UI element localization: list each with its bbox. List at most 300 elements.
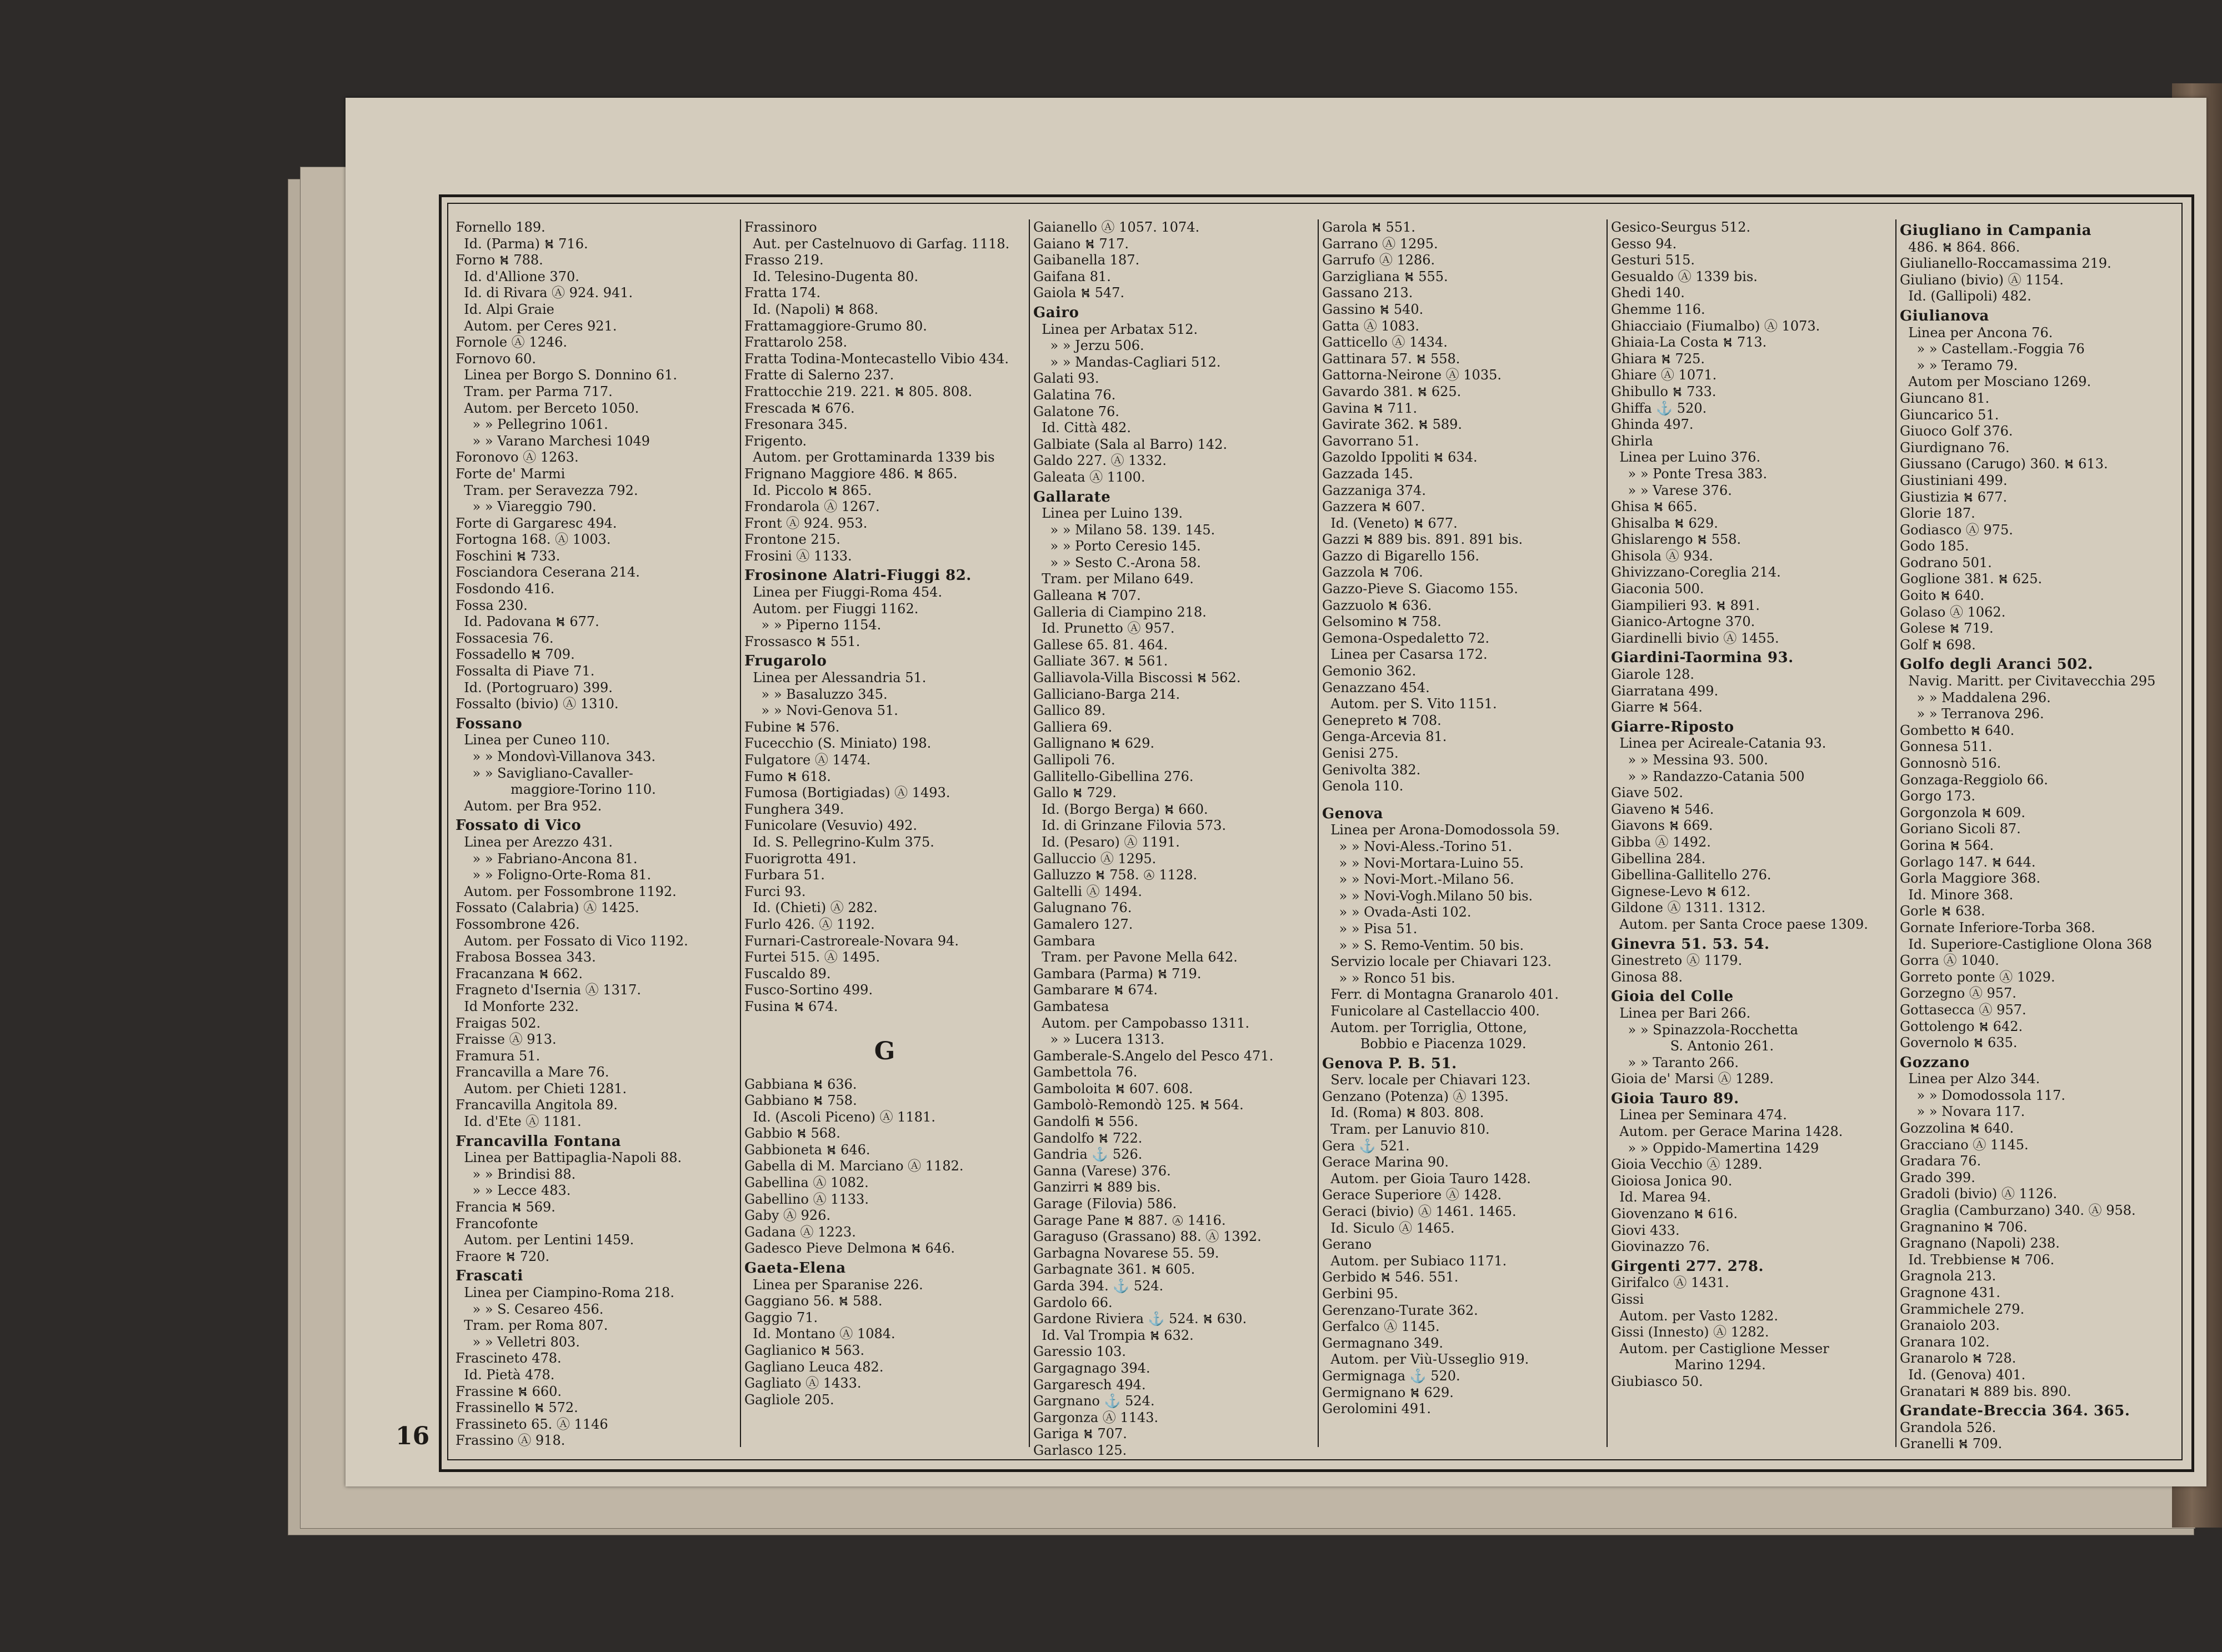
index-entry: Garlasco 125. <box>1033 1442 1127 1458</box>
index-entry: Gibellina-Gallitello 276. <box>1611 867 1771 883</box>
index-entry: Aut. per Castelnuovo di Garfag. 1118. <box>744 236 1010 252</box>
index-entry: Genisi 275. <box>1322 745 1399 761</box>
index-heading: Fossato di Vico <box>456 817 582 834</box>
index-entry: Linea per Ciampino-Roma 218. <box>456 1285 674 1300</box>
index-entry: Fragneto d'Isernia Ⓐ 1317. <box>456 982 642 998</box>
index-entry: Id. (Chieti) Ⓐ 282. <box>744 900 878 916</box>
index-heading: Grandate-Breccia 364. 365. <box>1900 1403 2130 1420</box>
index-entry: Autom. per Fossato di Vico 1192. <box>456 933 688 949</box>
index-entry: Giuncarico 51. <box>1900 407 1999 423</box>
index-entry: Id. Città 482. <box>1033 420 1132 436</box>
index-entry: Id. (Veneto) ⛕ 677. <box>1322 515 1458 531</box>
index-entry: Fucecchio (S. Miniato) 198. <box>744 735 932 752</box>
index-entry: » » Novi-Aless.-Torino 51. <box>1322 838 1513 854</box>
index-entry: Garbagna Novarese 55. 59. <box>1033 1245 1219 1261</box>
index-entry: Autom. per Bra 952. <box>456 798 602 814</box>
index-entry: Frosini Ⓐ 1133. <box>744 548 852 564</box>
index-entry: » » Sesto C.-Arona 58. <box>1033 554 1201 570</box>
index-entry: Gerano <box>1322 1237 1372 1253</box>
index-entry: Galleana ⛕ 707. <box>1033 588 1141 604</box>
index-entry: Foschini ⛕ 733. <box>456 548 560 564</box>
index-entry: Galugnano 76. <box>1033 900 1132 916</box>
index-entry: Genazzano 454. <box>1322 679 1430 695</box>
column-rule <box>740 219 741 1447</box>
index-entry: Gambara (Parma) ⛕ 719. <box>1033 965 1202 982</box>
index-entry: Gragnanino ⛕ 706. <box>1900 1219 2028 1235</box>
index-entry: Gozzolina ⛕ 640. <box>1900 1120 2014 1137</box>
index-entry: » » Jerzu 506. <box>1033 338 1144 354</box>
index-entry: Ghisalba ⛕ 629. <box>1611 515 1718 531</box>
index-entry: Galatina 76. <box>1033 387 1116 403</box>
index-heading: Golfo degli Aranci 502. <box>1900 656 2093 673</box>
index-entry: Fraisse Ⓐ 913. <box>456 1032 557 1048</box>
index-entry: » » Teramo 79. <box>1900 357 2018 373</box>
index-heading: Giugliano in Campania <box>1900 222 2092 239</box>
index-entry: Gaibanella 187. <box>1033 252 1140 268</box>
column-rule <box>1029 219 1030 1447</box>
index-entry: Gallo ⛕ 729. <box>1033 785 1117 801</box>
index-entry: Bobbio e Piacenza 1029. <box>1322 1036 1527 1052</box>
index-entry: Garola ⛕ 551. <box>1322 219 1415 235</box>
index-entry: Gonnesa 511. <box>1900 739 1993 755</box>
index-entry: Id. Pietà 478. <box>456 1366 555 1383</box>
index-entry: Gemonio 362. <box>1322 663 1417 679</box>
index-entry: Frontone 215. <box>744 532 840 548</box>
index-entry: Autom. per Castiglione Messer <box>1611 1340 1829 1356</box>
index-entry: Fusco-Sortino 499. <box>744 982 873 998</box>
index-entry: » » Domodossola 117. <box>1900 1087 2065 1103</box>
index-entry: Id. Trebbiense ⛕ 706. <box>1900 1251 2055 1268</box>
index-entry: Giaveno ⛕ 546. <box>1611 801 1714 817</box>
index-heading: Gioia del Colle <box>1611 988 1734 1005</box>
index-entry: Gerolomini 491. <box>1322 1401 1432 1417</box>
index-entry: » » Mandas-Cagliari 512. <box>1033 354 1221 370</box>
index-entry: Autom per Mosciano 1269. <box>1900 374 2091 390</box>
index-entry: Linea per Cuneo 110. <box>456 732 610 748</box>
index-heading: Girgenti 277. 278. <box>1611 1258 1764 1275</box>
index-entry <box>1322 795 1603 803</box>
index-entry: Fosdondo 416. <box>456 581 555 597</box>
index-entry: » » Novi-Mortara-Luino 55. <box>1322 855 1524 871</box>
index-entry: Linea per Ancona 76. <box>1900 324 2053 341</box>
index-heading: Gaeta-Elena <box>744 1260 846 1277</box>
index-entry: Frignano Maggiore 486. ⛕ 865. <box>744 465 958 482</box>
index-entry: Garda 394. ⚓ 524. <box>1033 1278 1164 1294</box>
index-entry: Galluccio Ⓐ 1295. <box>1033 850 1157 867</box>
index-entry: Id. (Ascoli Piceno) Ⓐ 1181. <box>744 1109 935 1125</box>
index-entry: » » Lecce 483. <box>456 1183 571 1199</box>
index-entry: Funicolare (Vesuvio) 492. <box>744 818 918 834</box>
index-entry: Tram. per Seravezza 792. <box>456 482 638 498</box>
index-entry: Galleria di Ciampino 218. <box>1033 604 1207 620</box>
index-entry: Fusina ⛕ 674. <box>744 998 838 1014</box>
index-entry: Gardone Riviera ⚓ 524. ⛕ 630. <box>1033 1311 1247 1327</box>
index-entry: Garzigliana ⛕ 555. <box>1322 268 1448 284</box>
index-entry: 486. ⛕ 864. 866. <box>1900 239 2020 255</box>
index-entry: Gerbido ⛕ 546. 551. <box>1322 1269 1459 1285</box>
index-entry: » » Mondovì-Villanova 343. <box>456 749 656 764</box>
index-entry: Gargagnago 394. <box>1033 1360 1150 1376</box>
index-entry: Gazzuolo ⛕ 636. <box>1322 597 1432 613</box>
index-entry: Gombetto ⛕ 640. <box>1900 722 2015 738</box>
index-entry: Granaiolo 203. <box>1900 1318 2000 1334</box>
index-entry: Gazzo di Bigarello 156. <box>1322 548 1480 564</box>
index-entry: Fossombrone 426. <box>456 916 580 932</box>
index-entry: Id Monforte 232. <box>456 998 579 1014</box>
index-entry: Garbagnate 361. ⛕ 605. <box>1033 1261 1195 1278</box>
index-entry: Gavorrano 51. <box>1322 433 1419 449</box>
index-entry: Giuncano 81. <box>1900 390 1990 406</box>
index-entry: Furtei 515. Ⓐ 1495. <box>744 949 880 965</box>
index-entry: Ghislarengo ⛕ 558. <box>1611 532 1741 548</box>
index-entry: Gallipoli 76. <box>1033 752 1115 768</box>
index-entry: Gatta Ⓐ 1083. <box>1322 318 1420 334</box>
index-entry: Gazoldo Ippoliti ⛕ 634. <box>1322 449 1478 465</box>
index-entry: Id. (Gallipoli) 482. <box>1900 288 2031 304</box>
index-entry: Frabosa Bossea 343. <box>456 949 596 965</box>
index-entry: » » Brindisi 88. <box>456 1166 576 1182</box>
index-entry: Fossadello ⛕ 709. <box>456 647 575 663</box>
column-rule <box>1318 219 1319 1447</box>
index-entry: Gorreto ponte Ⓐ 1029. <box>1900 969 2055 985</box>
index-entry: » » Ovada-Asti 102. <box>1322 904 1472 920</box>
index-entry: Serv. locale per Chiavari 123. <box>1322 1072 1531 1088</box>
index-entry: » » Foligno-Orte-Roma 81. <box>456 867 652 883</box>
index-entry: » » Novi-Vogh.Milano 50 bis. <box>1322 888 1533 904</box>
index-entry: Fossalta di Piave 71. <box>456 663 595 679</box>
index-entry: Granara 102. <box>1900 1334 1990 1350</box>
index-entry: » » Varese 376. <box>1611 482 1732 498</box>
index-entry: Gornate Inferiore-Torba 368. <box>1900 919 2095 935</box>
index-entry: » » Randazzo-Catania 500 <box>1611 768 1805 784</box>
index-entry: Germignaga ⚓ 520. <box>1322 1368 1460 1384</box>
index-entry: Gardolo 66. <box>1033 1294 1113 1310</box>
index-entry: Fraigas 502. <box>456 1015 541 1031</box>
index-entry: Ghiffa ⚓ 520. <box>1611 400 1707 416</box>
index-heading: Gallarate <box>1033 488 1111 505</box>
index-entry: » » Novi-Genova 51. <box>744 703 898 719</box>
index-entry: » » S. Cesareo 456. <box>456 1301 604 1317</box>
index-entry: Id. di Rivara Ⓐ 924. 941. <box>456 285 633 301</box>
index-entry: » » Ponte Tresa 383. <box>1611 465 1768 482</box>
index-entry: Gambettola 76. <box>1033 1064 1138 1080</box>
index-heading: Ginevra 51. 53. 54. <box>1611 935 1770 953</box>
page-number: 16 <box>396 1422 430 1450</box>
index-entry: Ghivizzano-Coreglia 214. <box>1611 564 1781 580</box>
index-entry: Giovenzano ⛕ 616. <box>1611 1206 1738 1222</box>
section-letter: G <box>874 1037 895 1065</box>
index-entry: Gavina ⛕ 711. <box>1322 400 1418 416</box>
index-entry: » » Messina 93. 500. <box>1611 752 1768 768</box>
index-entry: Linea per Acireale-Catania 93. <box>1611 735 1826 752</box>
index-heading: Fossano <box>456 715 523 732</box>
index-entry: Id. di Grinzane Filovia 573. <box>1033 818 1227 834</box>
index-entry: Id. (Portogruaro) 399. <box>456 679 613 695</box>
index-entry: Galluzzo ⛕ 758. Ⓐ 1128. <box>1033 867 1198 883</box>
index-entry: Fresonara 345. <box>744 417 848 433</box>
index-entry: » » Lucera 1313. <box>1033 1032 1165 1048</box>
index-entry: Garaguso (Grassano) 88. Ⓐ 1392. <box>1033 1229 1262 1245</box>
index-entry: Giovinazzo 76. <box>1611 1239 1710 1255</box>
index-entry: Gavardo 381. ⛕ 625. <box>1322 383 1462 399</box>
index-entry: Gaglianico ⛕ 563. <box>744 1343 865 1358</box>
index-entry: Galtelli Ⓐ 1494. <box>1033 883 1142 899</box>
index-entry: Frascineto 478. <box>456 1350 562 1366</box>
index-entry: Autom. per Campobasso 1311. <box>1033 1015 1250 1031</box>
index-heading: Frugarolo <box>744 653 827 670</box>
index-entry: Golaso Ⓐ 1062. <box>1900 604 2006 620</box>
index-entry: Frassineto 65. Ⓐ 1146 <box>456 1416 608 1432</box>
index-entry: Granatari ⛕ 889 bis. 890. <box>1900 1383 2071 1399</box>
index-entry: Gaby Ⓐ 926. <box>744 1208 831 1224</box>
index-entry: Autom. per Fossombrone 1192. <box>456 883 677 899</box>
index-entry: Ganna (Varese) 376. <box>1033 1163 1171 1179</box>
index-entry: Fraore ⛕ 720. <box>456 1248 550 1264</box>
index-entry: Gradara 76. <box>1900 1153 1981 1169</box>
index-entry: Girifalco Ⓐ 1431. <box>1611 1275 1729 1291</box>
index-entry: Autom. per Santa Croce paese 1309. <box>1611 916 1868 932</box>
index-entry: Gabella di M. Marciano Ⓐ 1182. <box>744 1158 964 1174</box>
index-entry: Gesturi 515. <box>1611 252 1695 268</box>
index-entry: Linea per Arbatax 512. <box>1033 321 1198 337</box>
index-entry: Gerace Marina 90. <box>1322 1154 1449 1170</box>
index-entry: Gandolfi ⛕ 556. <box>1033 1114 1139 1130</box>
index-entry: Gaggiano 56. ⛕ 588. <box>744 1293 883 1309</box>
index-entry: S. Antonio 261. <box>1611 1038 1774 1054</box>
index-entry: Garrano Ⓐ 1295. <box>1322 236 1438 252</box>
index-entry: Fossalto (bivio) Ⓐ 1310. <box>456 696 619 712</box>
index-entry: Gamalero 127. <box>1033 916 1133 932</box>
index-column-3 <box>1033 219 1314 1458</box>
column-rule <box>1895 219 1896 1447</box>
index-entry: Id. Siculo Ⓐ 1465. <box>1322 1220 1455 1236</box>
index-entry: Giustizia ⛕ 677. <box>1900 489 2008 505</box>
index-entry: Graglia (Camburzano) 340. Ⓐ 958. <box>1900 1203 2136 1219</box>
index-entry: Gerfalco Ⓐ 1145. <box>1322 1319 1440 1335</box>
index-entry: Gandolfo ⛕ 722. <box>1033 1130 1143 1146</box>
index-entry: Fornole Ⓐ 1246. <box>456 334 568 351</box>
index-entry: Gragnano (Napoli) 238. <box>1900 1235 2060 1251</box>
index-entry: » » S. Remo-Ventim. 50 bis. <box>1322 937 1524 953</box>
index-entry: Giuliano (bivio) Ⓐ 1154. <box>1900 272 2064 288</box>
index-entry: » » Pisa 51. <box>1322 920 1418 937</box>
index-entry: Gottasecca Ⓐ 957. <box>1900 1002 2026 1018</box>
index-entry: Gradoli (bivio) Ⓐ 1126. <box>1900 1186 2058 1202</box>
index-entry: Furnari-Castroreale-Novara 94. <box>744 933 959 949</box>
index-entry: Galatone 76. <box>1033 403 1120 419</box>
index-entry: Galati 93. <box>1033 371 1099 387</box>
index-entry: Godo 185. <box>1900 538 1969 554</box>
index-entry: Front Ⓐ 924. 953. <box>744 515 868 531</box>
index-entry: Gassano 213. <box>1322 285 1413 301</box>
index-entry: Francofonte <box>456 1215 538 1232</box>
index-entry: Id. d'Ete Ⓐ 1181. <box>456 1114 582 1130</box>
index-entry: Fratte di Salerno 237. <box>744 367 894 383</box>
index-entry: Gibba Ⓐ 1492. <box>1611 834 1711 850</box>
index-entry: Fratta Todina-Montecastello Vibio 434. <box>744 351 1009 367</box>
index-entry: Gavirate 362. ⛕ 589. <box>1322 417 1463 433</box>
index-entry: Gorgonzola ⛕ 609. <box>1900 804 2026 820</box>
index-entry: Id. Alpi Graie <box>456 301 554 317</box>
index-entry: Genzano (Potenza) Ⓐ 1395. <box>1322 1088 1509 1104</box>
index-entry: Gagliano Leuca 482. <box>744 1359 884 1375</box>
index-entry: » » Viareggio 790. <box>456 499 597 515</box>
index-entry: Godrano 501. <box>1900 554 1992 570</box>
index-entry: Giuoco Golf 376. <box>1900 423 2013 439</box>
index-entry: Gonnosnò 516. <box>1900 755 2001 771</box>
index-entry: Gragnola 213. <box>1900 1268 1996 1284</box>
index-entry: Giaconia 500. <box>1611 581 1704 597</box>
index-entry: Gazzada 145. <box>1322 465 1413 482</box>
index-entry: Autom. per Gioia Tauro 1428. <box>1322 1170 1531 1187</box>
index-entry: Gera ⚓ 521. <box>1322 1138 1410 1154</box>
index-entry: Garage Pane ⛕ 887. Ⓐ 1416. <box>1033 1212 1226 1228</box>
index-entry: Ganzirri ⛕ 889 bis. <box>1033 1179 1161 1195</box>
index-heading: Gioia Tauro 89. <box>1611 1090 1739 1107</box>
index-entry: Ghisola Ⓐ 934. <box>1611 548 1713 564</box>
index-entry: Fossacesia 76. <box>456 630 554 646</box>
index-entry: Gissi <box>1611 1291 1644 1307</box>
index-entry: Gioia Vecchio Ⓐ 1289. <box>1611 1157 1763 1173</box>
index-entry: Gracciano Ⓐ 1145. <box>1900 1137 2029 1153</box>
index-entry: Giampilieri 93. ⛕ 891. <box>1611 597 1760 613</box>
index-entry: Gerenzano-Turate 362. <box>1322 1302 1478 1318</box>
index-entry: Giussano (Carugo) 360. ⛕ 613. <box>1900 456 2108 472</box>
index-entry: Fulgatore Ⓐ 1474. <box>744 752 871 768</box>
index-entry: Autom. per Gerace Marina 1428. <box>1611 1124 1843 1140</box>
index-entry: Giustiniani 499. <box>1900 472 2008 488</box>
index-entry: Frassine ⛕ 660. <box>456 1383 562 1399</box>
index-entry: Gorlago 147. ⛕ 644. <box>1900 854 2036 870</box>
index-entry: » » Savigliano-Cavaller- <box>456 765 633 781</box>
index-entry: Gargaresch 494. <box>1033 1376 1146 1393</box>
index-entry: Gianico-Artogne 370. <box>1611 614 1755 630</box>
index-heading: Genova <box>1322 805 1383 822</box>
index-heading: Giarre-Riposto <box>1611 718 1734 735</box>
index-column-2 <box>744 219 1025 1447</box>
index-entry: Id. (Napoli) ⛕ 868. <box>744 301 879 317</box>
index-entry: Fuorigrotta 491. <box>744 850 857 867</box>
index-entry: » » Maddalena 296. <box>1900 689 2051 705</box>
index-entry: Autom. per Fiuggi 1162. <box>744 600 919 617</box>
index-entry: Gesso 94. <box>1611 236 1677 252</box>
index-entry: Navig. Maritt. per Civitavecchia 295 <box>1900 673 2156 689</box>
index-column-6 <box>1900 219 2180 1452</box>
index-entry: Linea per Bari 266. <box>1611 1005 1751 1021</box>
index-entry: Giardinelli bivio Ⓐ 1455. <box>1611 630 1779 646</box>
index-entry: Tram. per Roma 807. <box>456 1318 608 1334</box>
index-entry: Gamboloita ⛕ 607. 608. <box>1033 1080 1193 1097</box>
index-entry: Gorra Ⓐ 1040. <box>1900 953 1999 969</box>
index-entry: Gerbini 95. <box>1322 1286 1398 1301</box>
index-heading: Giardini-Taormina 93. <box>1611 649 1794 667</box>
index-entry: Autom. per Ceres 921. <box>456 318 617 334</box>
index-entry: Genivolta 382. <box>1322 762 1421 778</box>
index-entry: Giovi 433. <box>1611 1222 1680 1238</box>
index-entry: Funghera 349. <box>744 801 844 817</box>
index-entry: Francia ⛕ 569. <box>456 1199 556 1215</box>
index-entry: Id. Montano Ⓐ 1084. <box>744 1326 895 1342</box>
index-entry: Gazzo-Pieve S. Giacomo 155. <box>1322 581 1518 597</box>
index-entry: Linea per Arezzo 431. <box>456 834 613 850</box>
index-entry: Gassino ⛕ 540. <box>1322 301 1424 317</box>
index-entry: Autom. per Lentini 1459. <box>456 1232 634 1248</box>
index-entry: Linea per Alessandria 51. <box>744 670 927 686</box>
index-entry: Ghedi 140. <box>1611 285 1685 301</box>
index-entry: » » Terranova 296. <box>1900 706 2044 722</box>
index-entry: Id. Padovana ⛕ 677. <box>456 614 599 630</box>
index-entry: Glorie 187. <box>1900 505 1975 522</box>
index-entry: Fumo ⛕ 618. <box>744 768 831 784</box>
index-entry: Linea per Luino 376. <box>1611 449 1761 465</box>
index-entry: Autom. per Vasto 1282. <box>1611 1308 1779 1324</box>
index-entry: Golese ⛕ 719. <box>1900 620 1994 637</box>
index-entry: Linea per Sparanise 226. <box>744 1276 923 1293</box>
index-entry: Autom. per Torriglia, Ottone, <box>1322 1019 1528 1035</box>
index-entry: Id. (Pesaro) Ⓐ 1191. <box>1033 834 1180 850</box>
index-entry: Gazzera ⛕ 607. <box>1322 499 1425 515</box>
index-entry: Servizio locale per Chiavari 123. <box>1322 954 1552 970</box>
index-entry: » » Spinazzola-Rocchetta <box>1611 1022 1798 1038</box>
index-entry: Fornello 189. <box>456 219 546 235</box>
index-entry: Gatticello Ⓐ 1434. <box>1322 334 1448 351</box>
index-entry: Gadana Ⓐ 1223. <box>744 1224 856 1240</box>
index-entry: Autom. per Subiaco 1171. <box>1322 1253 1507 1269</box>
index-entry: Gattorna-Neirone Ⓐ 1035. <box>1322 367 1502 383</box>
index-entry: Frossasco ⛕ 551. <box>744 633 860 649</box>
index-entry: Goito ⛕ 640. <box>1900 588 1984 604</box>
index-entry: Linea per Fiuggi-Roma 454. <box>744 584 943 600</box>
index-entry: Gagliato Ⓐ 1433. <box>744 1375 862 1391</box>
index-entry: Godiasco Ⓐ 975. <box>1900 522 2013 538</box>
index-entry: Granelli ⛕ 709. <box>1900 1436 2003 1452</box>
index-entry: Ferr. di Montagna Granarolo 401. <box>1322 987 1559 1003</box>
index-entry: Forte de' Marmi <box>456 465 565 482</box>
index-entry: Gorla Maggiore 368. <box>1900 870 2041 887</box>
index-entry: Ginestreto Ⓐ 1179. <box>1611 953 1743 969</box>
index-entry: Fratta 174. <box>744 285 821 301</box>
index-entry: Galliera 69. <box>1033 719 1113 735</box>
index-entry: Id. Val Trompia ⛕ 632. <box>1033 1327 1194 1343</box>
index-entry: Giavons ⛕ 669. <box>1611 818 1713 834</box>
index-entry: Gelsomino ⛕ 758. <box>1322 614 1442 630</box>
index-columns <box>450 219 2180 1458</box>
index-entry: Gadesco Pieve Delmona ⛕ 646. <box>744 1240 955 1256</box>
index-entry: » » Basaluzzo 345. <box>744 686 888 702</box>
index-entry: Marino 1294. <box>1611 1357 1766 1373</box>
index-entry: Id. Prunetto Ⓐ 957. <box>1033 620 1175 637</box>
index-entry: Germagnano 349. <box>1322 1335 1444 1351</box>
index-entry: Giurdignano 76. <box>1900 439 2010 455</box>
index-entry: Gattinara 57. ⛕ 558. <box>1322 351 1460 367</box>
index-heading: Gozzano <box>1900 1054 1970 1071</box>
index-entry: Frattamaggiore-Grumo 80. <box>744 318 927 334</box>
index-entry: Gibellina 284. <box>1611 850 1706 867</box>
index-entry: » » Taranto 266. <box>1611 1054 1739 1070</box>
index-entry: Id. d'Allione 370. <box>456 268 579 284</box>
index-entry: Linea per Seminara 474. <box>1611 1107 1787 1123</box>
index-entry: Autom. per Viù-Usseglio 919. <box>1322 1351 1529 1368</box>
index-entry: Gragnone 431. <box>1900 1285 2000 1300</box>
index-entry: Funicolare al Castellaccio 400. <box>1322 1003 1540 1019</box>
index-entry: Galeata Ⓐ 1100. <box>1033 469 1145 485</box>
index-entry: Autom. per Chieti 1281. <box>456 1080 627 1097</box>
index-entry: Goglione 381. ⛕ 625. <box>1900 571 2043 587</box>
index-entry: Id. Telesino-Dugenta 80. <box>744 268 919 284</box>
index-entry: Gallese 65. 81. 464. <box>1033 637 1168 653</box>
index-entry: Fuscaldo 89. <box>744 965 831 982</box>
index-entry: Autom. per Grottaminarda 1339 bis <box>744 449 995 465</box>
